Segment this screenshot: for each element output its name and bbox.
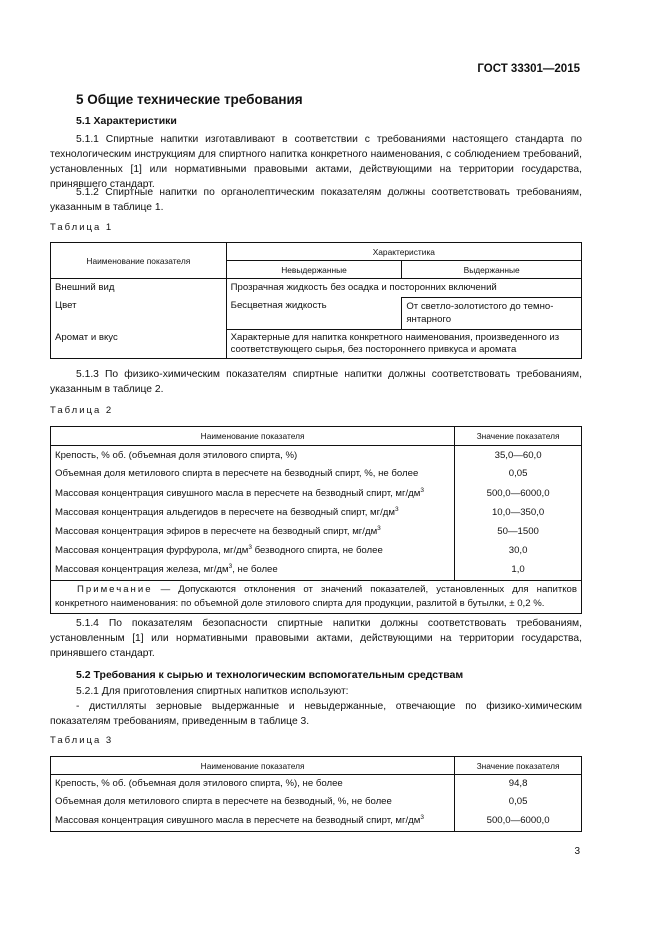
table3-row-name: Объемная доля метилового спирта в пересчете на безводный, %, не более [51, 793, 455, 812]
table-1 [50, 242, 582, 359]
table-3 [50, 756, 582, 832]
table3-header-value: Значение показателя [455, 757, 582, 775]
table2-note [51, 581, 582, 614]
paragraph-5-1-1: 5.1.1 Спиртные напитки изготавливают в соответствии с требованиями настоящего стандарта по технологическим инструкциям для спиртного напитка конкретного наименования, с соблюдением требований, установленных [1] или нормативными правовыми актами, действующими на территории государства, принявшего стандарт. [50, 134, 582, 190]
table2-row-value: 30,0 [455, 542, 582, 561]
table2-header-value: Значение показателя [455, 427, 582, 446]
table2-row-value: 1,0 [455, 561, 582, 581]
table3-row-value: 94,8 [455, 775, 582, 793]
subsection-title-5-1: 5.1 Характеристики [76, 115, 177, 127]
page-number: 3 [574, 846, 580, 857]
table1-subheader-aged: Выдержанные [402, 261, 582, 279]
table2-header-name: Наименование показателя [51, 427, 455, 446]
table3-header-name: Наименование показателя [51, 757, 455, 775]
table1-row-value-aged: От светло-золотистого до темно-янтарного [402, 298, 582, 330]
paragraph-5-1-3: 5.1.3 По физико-химическим показателям спиртные напитки должны соответствовать требованиям, указанным в таблице 2. [50, 369, 582, 395]
table3-caption: Таблица 3 [50, 735, 114, 746]
subsection-title-5-2: 5.2 Требования к сырью и технологическим вспомогательным средствам [76, 669, 464, 681]
paragraph-5-1-2: 5.1.2 Спиртные напитки по органолептическим показателям должны соответствовать требованиям, указанным в таблице 1. [50, 187, 582, 213]
note-label: Примечание [77, 584, 153, 595]
table1-caption: Таблица 1 [50, 222, 114, 233]
table3-row-value: 500,0—6000,0 [455, 812, 582, 832]
table1-row-name: Аромат и вкус [51, 330, 227, 359]
table1-row-name: Цвет [51, 298, 227, 330]
table2-row-name: Массовая концентрация фурфурола, $мг/дм^3$ безводного спирта, не более [51, 542, 455, 561]
table2-row-name: Массовая концентрация железа, $мг/дм^3$, не более [51, 561, 455, 581]
table2-row-name: Объемная доля метилового спирта в пересчете на безводный спирт, %, не более [51, 465, 455, 485]
table2-row-value: 35,0—60,0 [455, 446, 582, 465]
table1-header-name: Наименование показателя [51, 243, 227, 279]
table2-row-value: 500,0—6000,0 [455, 485, 582, 504]
table1-row-value: Прозрачная жидкость без осадка и посторонних включений [226, 279, 581, 298]
table2-row-value: 0,05 [455, 465, 582, 485]
table2-row-value: 10,0—350,0 [455, 504, 582, 523]
document-code: ГОСТ 33301—2015 [477, 63, 580, 75]
table2-row-name: Массовая концентрация сивушного масла в пересчете на безводный спирт, $мг/дм^3$ [51, 485, 455, 504]
paragraph-5-1-4: 5.1.4 По показателям безопасности спиртные напитки должны соответствовать требованиям, установленным [1] или нормативными правовыми актами, действующими на территории государства, принявшего стандарт. [50, 618, 582, 659]
table1-subheader-unaged: Невыдержанные [226, 261, 402, 279]
table2-row-value: 50—1500 [455, 523, 582, 542]
table3-row-name: Массовая концентрация сивушного масла в пересчете на безводный спирт, $мг/дм^3$ [51, 812, 455, 832]
note-text: — Допускаются отклонения от значений показателей, установленных для напитков конкретного наименования: по объемной доле этилового спирта для продукции, разлитой в бутылки, ± 0,2 %. [55, 584, 577, 609]
section-title: 5 Общие технические требования [76, 92, 303, 107]
table2-row-name: Крепость, % об. (объемная доля этилового спирта, %) [51, 446, 455, 465]
table1-row-value-unaged: Бесцветная жидкость [226, 298, 402, 330]
table3-row-name: Крепость, % об. (объемная доля этилового спирта, %), не более [51, 775, 455, 793]
table1-row-value: Характерные для напитка конкретного наименования, произведенного из соответствующего сырья, без постороннего привкуса и аромата [226, 330, 581, 359]
table2-caption: Таблица 2 [50, 405, 114, 416]
paragraph-5-2-1-item: - дистилляты зерновые выдержанные и невыдержанные, отвечающие по физико-химическим показателям требованиям, приведенным в таблице 3. [50, 701, 582, 727]
table2-row-name: Массовая концентрация альдегидов в пересчете на безводный спирт, $мг/дм^3$ [51, 504, 455, 523]
table3-row-value: 0,05 [455, 793, 582, 812]
paragraph-5-2-1: 5.2.1 Для приготовления спиртных напитков используют: [76, 686, 349, 697]
table2-row-name: Массовая концентрация эфиров в пересчете на безводный спирт, $мг/дм^3$ [51, 523, 455, 542]
table-2 [50, 426, 582, 614]
table1-header-characteristic: Характеристика [226, 243, 581, 261]
table1-row-name: Внешний вид [51, 279, 227, 298]
